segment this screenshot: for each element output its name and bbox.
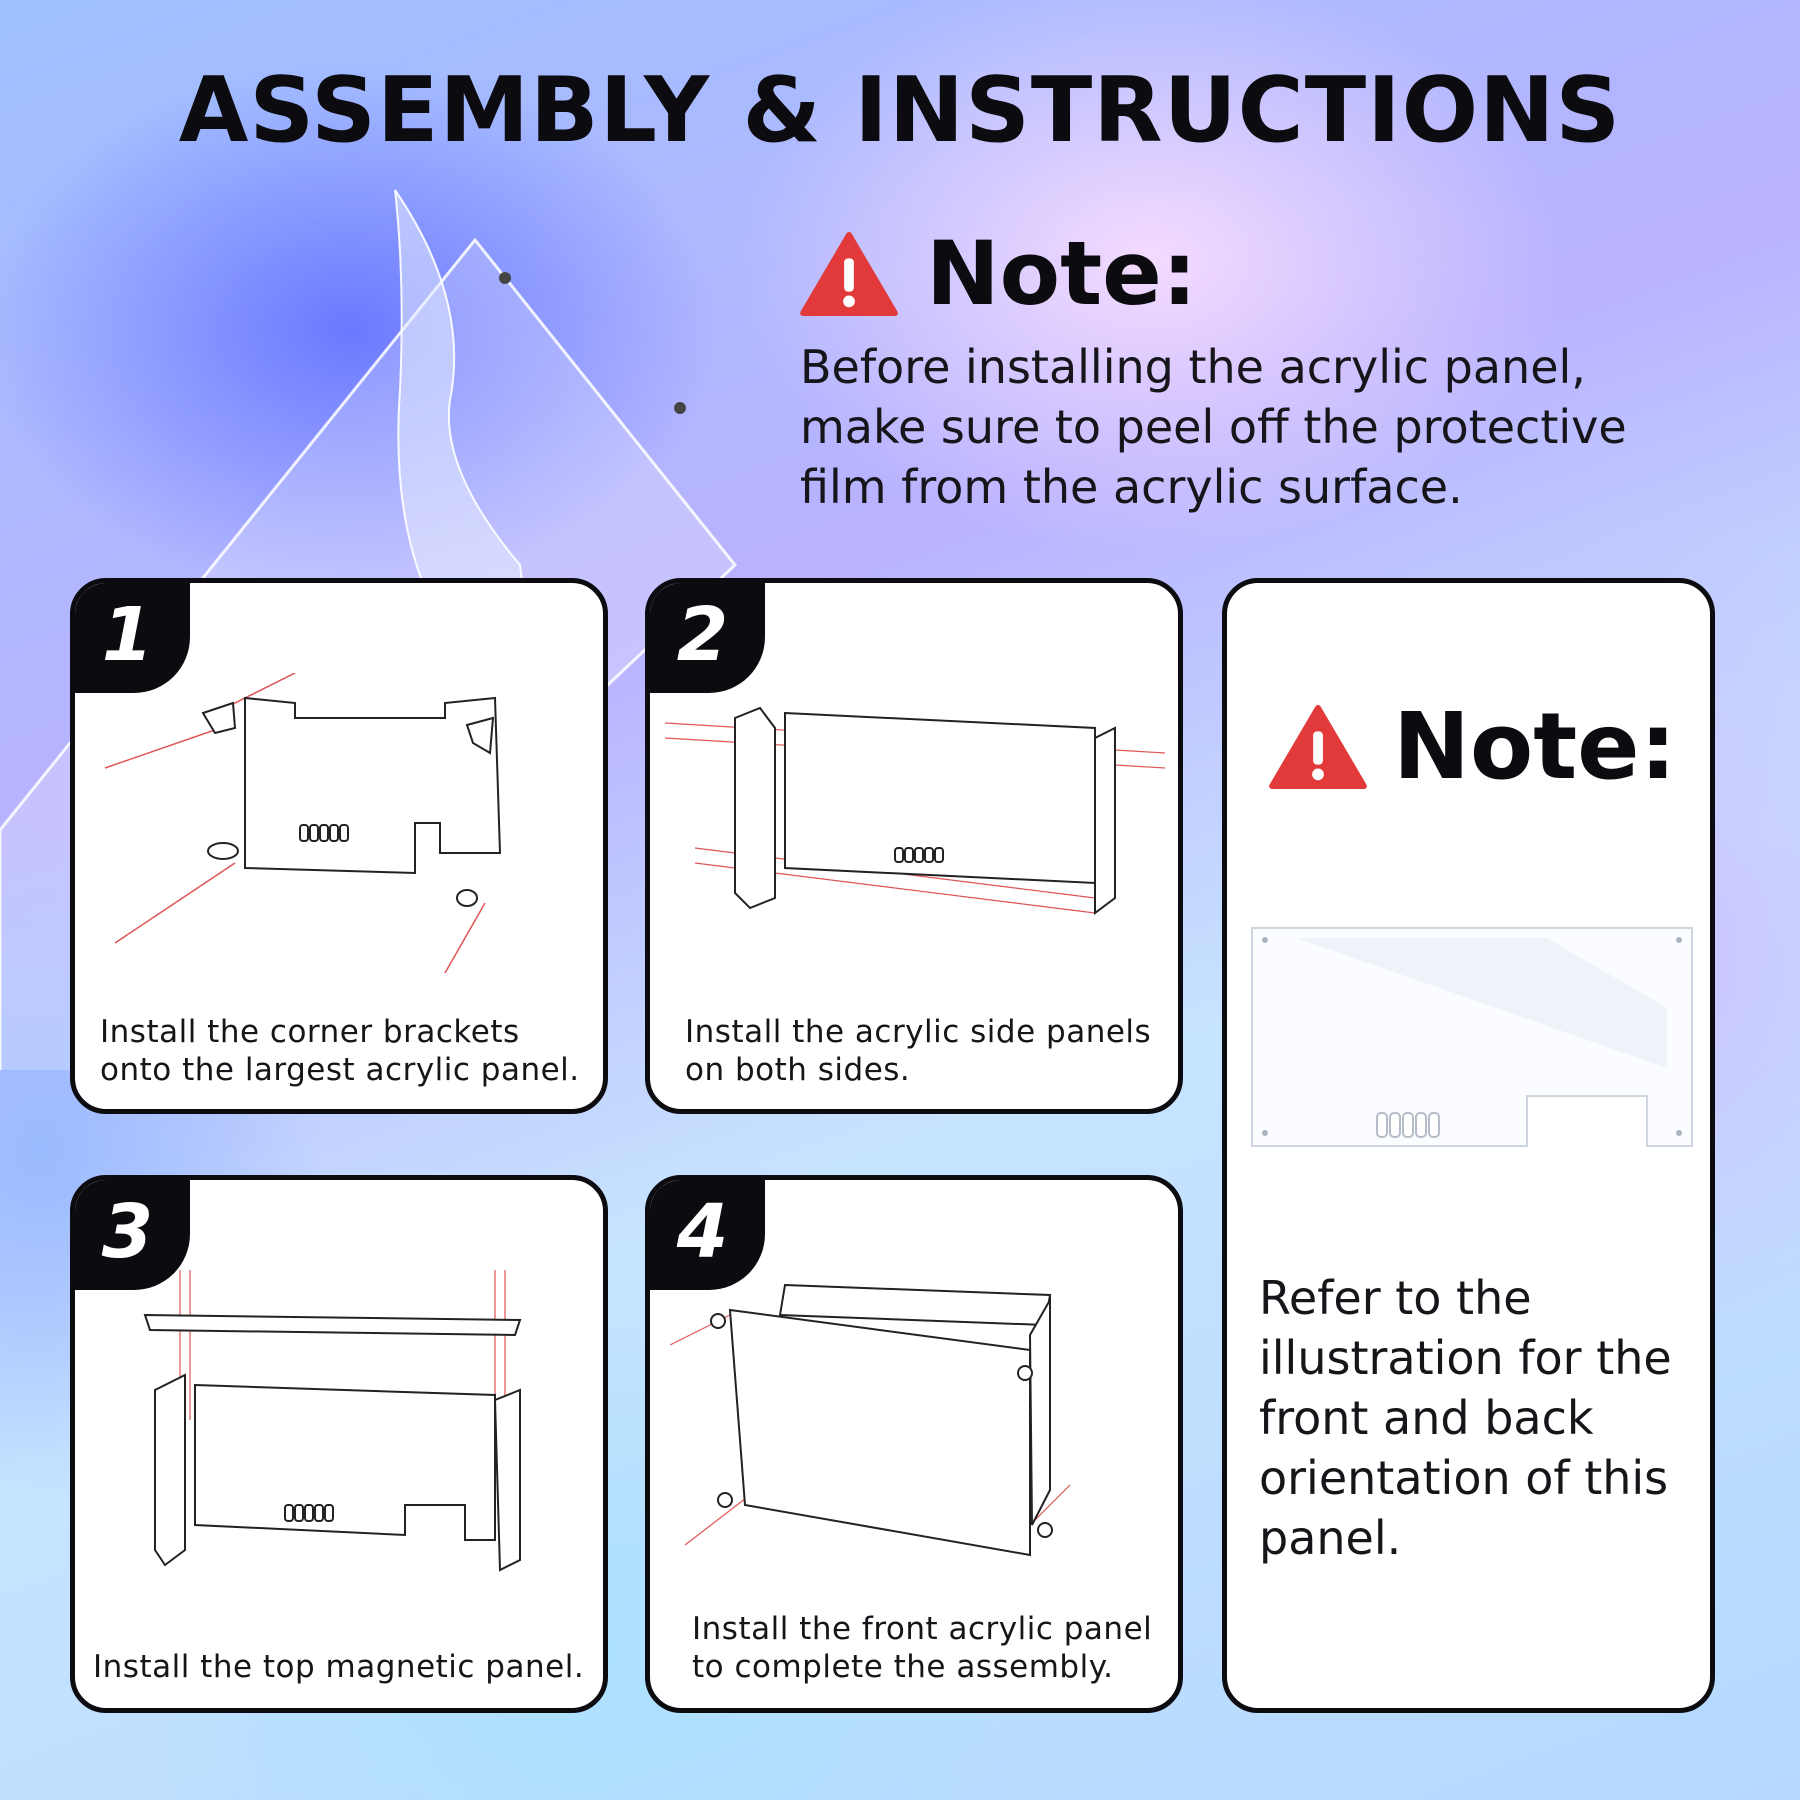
acrylic-panel-illustration: [1247, 918, 1697, 1158]
caption-line: Install the corner brackets: [100, 1014, 520, 1050]
step-number-badge: 3: [75, 1180, 190, 1290]
caption-line: Install the top magnetic panel.: [93, 1649, 585, 1685]
step-1-illustration: [95, 673, 595, 993]
warning-icon: [800, 231, 898, 317]
note-title: Note:: [1393, 693, 1677, 800]
note-body: Before installing the acrylic panel, make sure to peel off the protective film from the acrylic surface.: [800, 340, 1627, 514]
step-2-illustration: [665, 698, 1175, 998]
note-side-card: [1222, 578, 1715, 1713]
step-caption: [685, 1013, 1151, 1089]
step-caption: [692, 1610, 1152, 1686]
step-number-badge: 4: [650, 1180, 765, 1290]
caption-line: Install the front acrylic panel: [692, 1611, 1153, 1647]
step-card-4: [645, 1175, 1183, 1713]
caption-line: Install the acrylic side panels: [685, 1014, 1152, 1050]
step-caption: [93, 1648, 584, 1686]
step-caption: [100, 1013, 580, 1089]
note-top: [800, 222, 1750, 517]
caption-line: onto the largest acrylic panel.: [100, 1052, 580, 1088]
step-4-illustration: [670, 1255, 1170, 1575]
step-number-badge: 1: [75, 583, 190, 693]
warning-icon: [1269, 704, 1367, 790]
caption-line: on both sides.: [685, 1052, 911, 1088]
step-card-3: [70, 1175, 608, 1713]
hero-title: ASSEMBLY & INSTRUCTIONS: [178, 58, 1622, 163]
step-3-illustration: [135, 1270, 565, 1600]
step-card-1: [70, 578, 608, 1114]
note-side-body: Refer to the illustration for the front and back orientation of this panel.: [1259, 1271, 1672, 1565]
step-card-2: [645, 578, 1183, 1114]
caption-line: to complete the assembly.: [692, 1649, 1114, 1685]
note-title: Note:: [926, 222, 1198, 325]
step-number-badge: 2: [650, 583, 765, 693]
